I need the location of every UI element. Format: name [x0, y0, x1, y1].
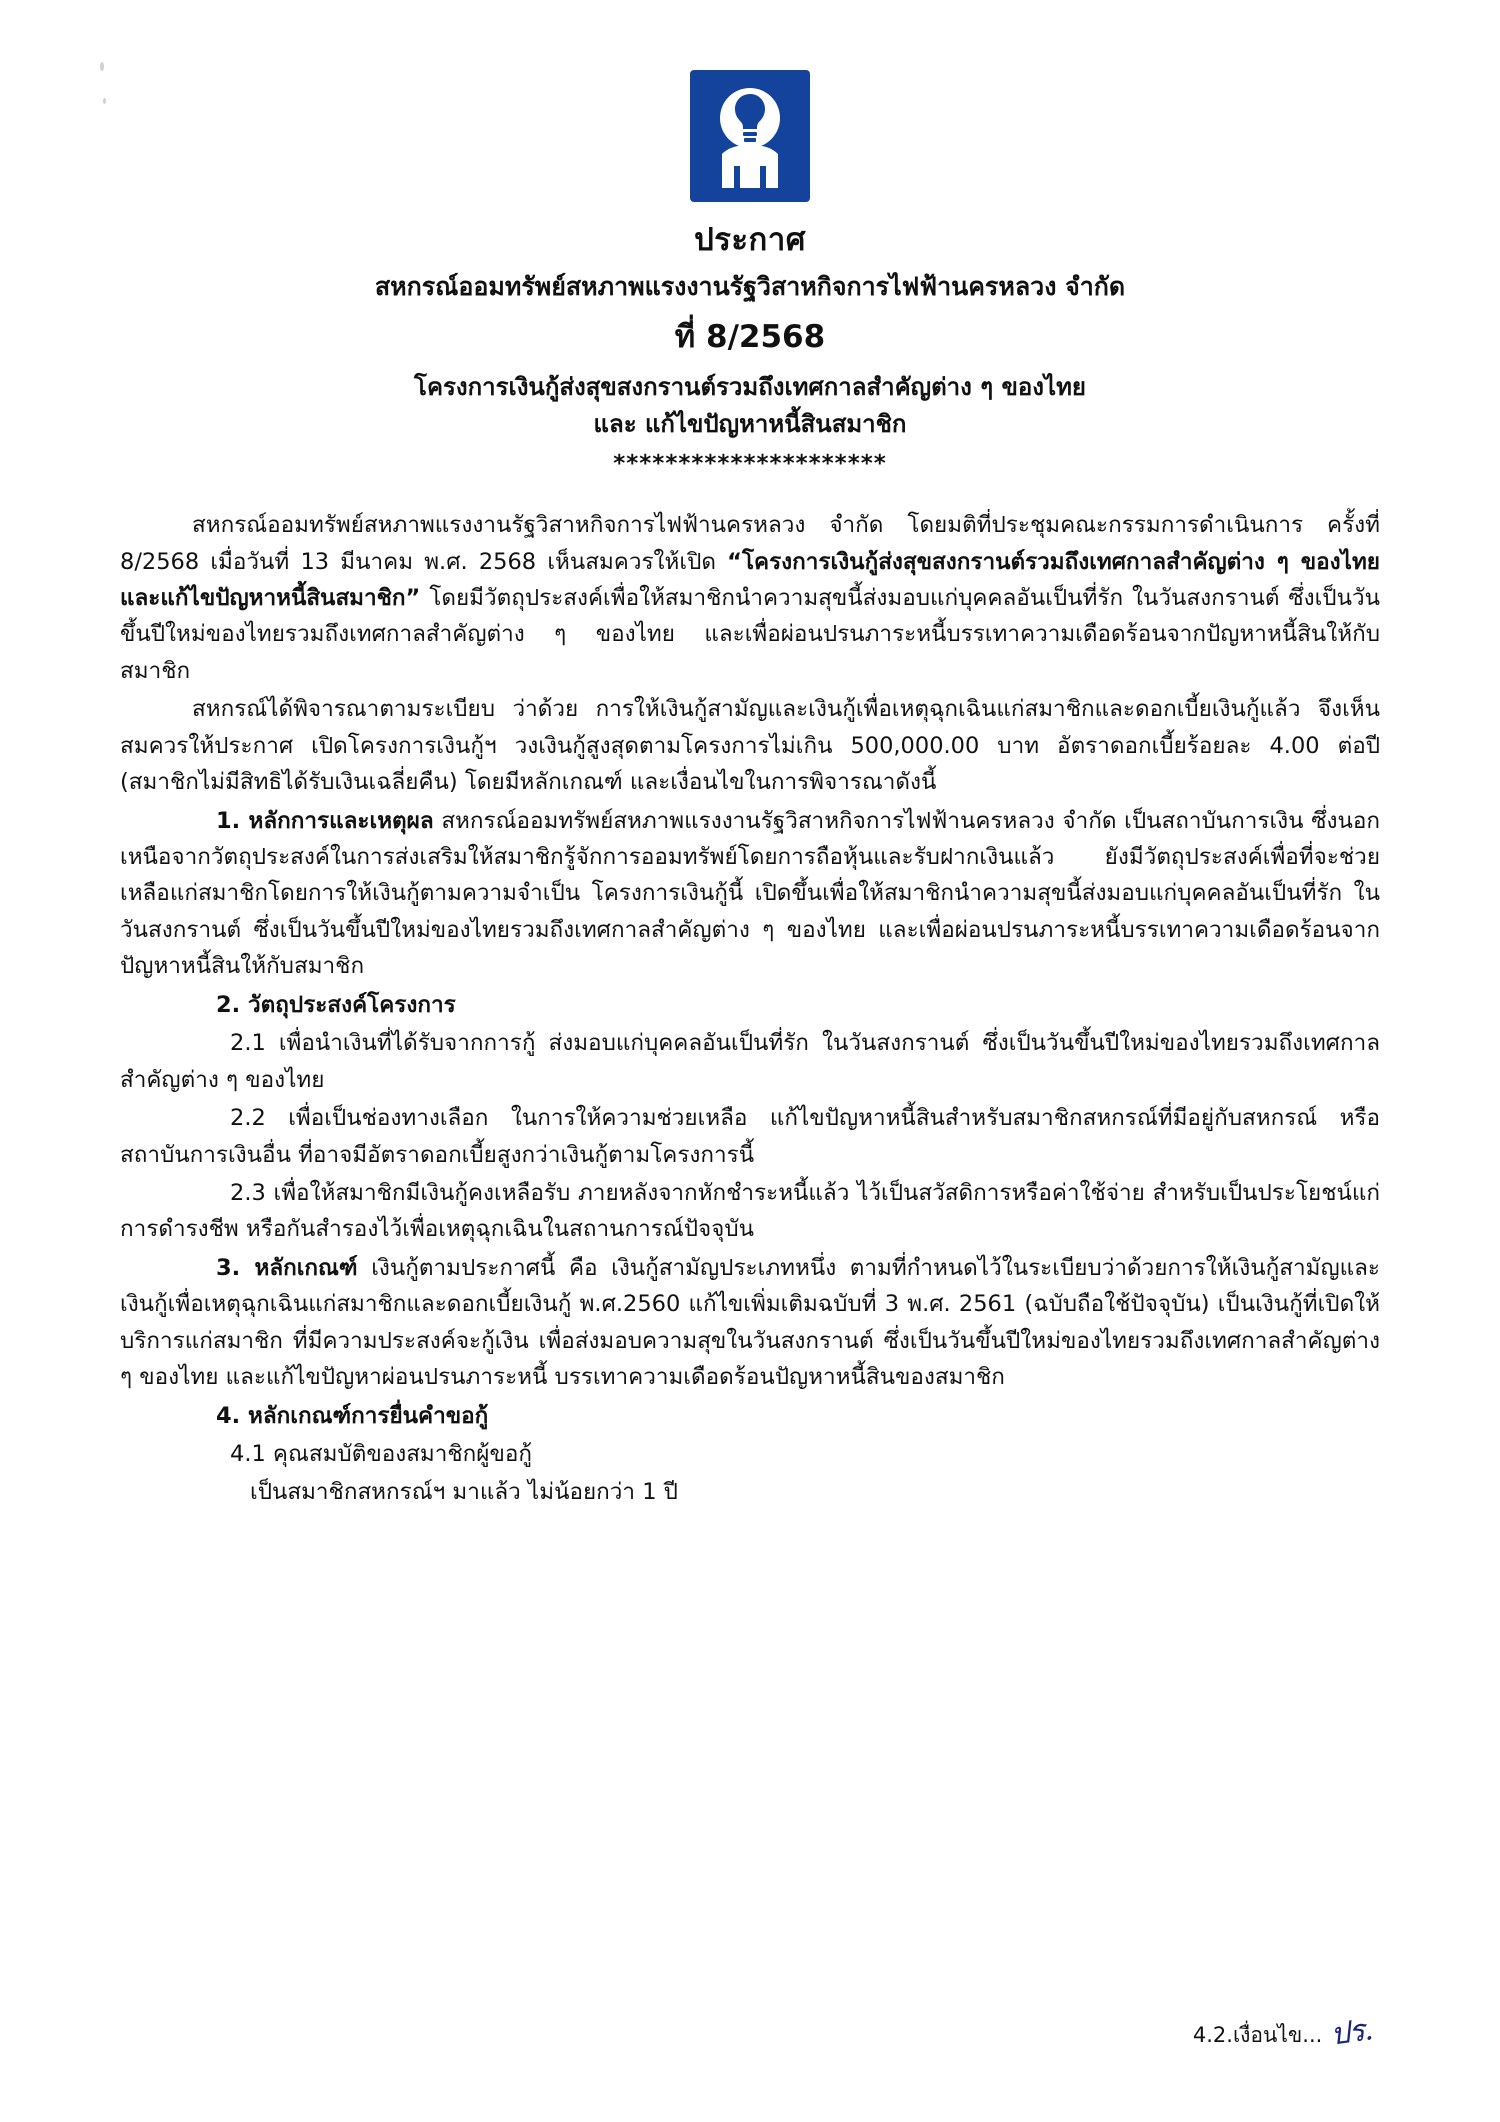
section-1 — [120, 803, 1380, 985]
section-4-item-1: 4.1 คุณสมบัติของสมาชิกผู้ขอกู้ — [230, 1441, 532, 1467]
scan-speck — [103, 98, 106, 104]
section-4-heading: 4. หลักเกณฑ์การยื่นคำขอกู้ — [216, 1402, 489, 1429]
subtitle-line-2: และ แก้ไขปัญหาหนี้สินสมาชิก — [593, 409, 907, 438]
divider-stars: ********************* — [613, 450, 887, 477]
section-1-body: สหกรณ์ออมทรัพย์สหภาพแรงงานรัฐวิสาหกิจการไฟฟ้านครหลวง จำกัด เป็นสถาบันการเงิน ซึ่งนอกเหนือจากวัตถุประสงค์ในการส่งเสริมให้สมาชิกรู้จักการออมทรัพย์โดยการถือหุ้นและรับฝากเงินแล้ว ยังมีวัตถุประสงค์เพื่อที่จะช่วยเหลือแก่สมาชิกโดยการให้เงินกู้ตามความจำเป็น โครงการเงินกู้นี้ เปิดขึ้นเพื่อให้สมาชิกนำความสุขนี้ส่งมอบแก่บุคคลอันเป็นที่รัก ในวันสงกรานต์ ซึ่งเป็นวันขึ้นปีใหม่ของไทยรวมถึงเทศกาลสำคัญต่าง ๆ ของไทย และเพื่อผ่อนปรนภาระหนี้บรรเทาความเดือดร้อนจากปัญหาหนี้สินให้กับสมาชิก — [120, 807, 1381, 980]
scan-speck — [100, 62, 104, 71]
signature-initials: ปร. — [1328, 2012, 1375, 2053]
organization-name: สหกรณ์ออมทรัพย์สหภาพแรงงานรัฐวิสาหกิจการไฟฟ้านครหลวง จำกัด — [374, 271, 1126, 301]
continue-note: 4.2.เงื่อนไข... — [1192, 2023, 1323, 2047]
section-1-heading: 1. หลักการและเหตุผล — [216, 807, 434, 834]
section-2-heading-row — [120, 987, 1380, 1023]
page-footer — [1192, 2005, 1375, 2053]
section-3 — [120, 1250, 1380, 1396]
section-3-body: เงินกู้ตามประกาศนี้ คือ เงินกู้สามัญประเภทหนึ่ง ตามที่กำหนดไว้ในระเบียบว่าด้วยการให้เงินกู้สามัญและเงินกู้เพื่อเหตุฉุกเฉินแก่สมาชิกและดอกเบี้ยเงินกู้ พ.ศ.2560 แก้ไขเพิ่มเติมฉบับที่ 3 พ.ศ. 2561 (ฉบับถือใช้ปัจจุบัน) เป็นเงินกู้ที่เปิดให้บริการแก่สมาชิก ที่มีความประสงค์จะกู้เงิน เพื่อส่งมอบความสุขในวันสงกรานต์ ซึ่งเป็นวันขึ้นปีใหม่ของไทยรวมถึงเทศกาลสำคัญต่าง ๆ ของไทย และแก้ไขปัญหาผ่อนปรนภาระหนี้ บรรเทาความเดือดร้อนปัญหาหนี้สินของสมาชิก — [120, 1254, 1380, 1391]
section-2-item-1: 2.1 เพื่อนำเงินที่ได้รับจากการกู้ ส่งมอบแก่บุคคลอันเป็นที่รัก ในวันสงกรานต์ ซึ่งเป็นวันขึ้นปีใหม่ของไทยรวมถึงเทศกาลสำคัญต่าง ๆ ของไทย — [120, 1030, 1380, 1093]
announcement-title: ประกาศ — [694, 222, 806, 258]
section-2-item-2: 2.2 เพื่อเป็นช่องทางเลือก ในการให้ความช่วยเหลือ แก้ไขปัญหาหนี้สินสำหรับสมาชิกสหกรณ์ที่มีอยู่กับสหกรณ์ หรือสถาบันการเงินอื่น ที่อาจมีอัตราดอกเบี้ยสูงกว่าเงินกู้ตามโครงการนี้ — [120, 1105, 1380, 1168]
subtitle-line-1: โครงการเงินกู้ส่งสุขสงกรานต์รวมถึงเทศกาลสำคัญต่าง ๆ ของไทย — [414, 373, 1086, 402]
section-2-heading: 2. วัตถุประสงค์โครงการ — [216, 991, 456, 1018]
document-header — [120, 218, 1380, 481]
section-2-item-3: 2.3 เพื่อให้สมาชิกมีเงินกู้คงเหลือรับ ภายหลังจากหักชำระหนี้แล้ว ไว้เป็นสวัสดิการหรือค่าใช้จ่าย สำหรับเป็นประโยชน์แก่การดำรงชีพ หรือกันสำรองไว้เพื่อเหตุฉุกเฉินในสถานการณ์ปัจจุบัน — [120, 1179, 1380, 1243]
paragraph-intro — [120, 507, 1380, 689]
document-body — [120, 507, 1380, 1511]
section-3-heading: 3. หลักเกณฑ์ — [216, 1254, 358, 1281]
electric-authority-emblem-icon — [690, 70, 810, 202]
logo-container — [120, 70, 1380, 202]
section-4-item-1-body: เป็นสมาชิกสหกรณ์ฯ มาแล้ว ไม่น้อยกว่า 1 ปี — [250, 1479, 678, 1506]
project-name-bold: “โครงการเงินกู้ส่งสุขสงกรานต์รวมถึงเทศกาลสำคัญต่าง ๆ ของไทย และแก้ไขปัญหาหนี้สินสมาชิก” — [120, 548, 1380, 611]
paragraph-regulations: สหกรณ์ได้พิจารณาตามระเบียบ ว่าด้วย การให้เงินกู้สามัญและเงินกู้เพื่อเหตุฉุกเฉินแก่สมาชิกและดอกเบี้ยเงินกู้แล้ว จึงเห็นสมควรให้ประกาศ เปิดโครงการเงินกู้ฯ วงเงินกู้สูงสุดตามโครงการไม่เกิน 500,000.00 บาท อัตราดอกเบี้ยร้อยละ 4.00 ต่อปี (สมาชิกไม่มีสิทธิได้รับเงินเฉลี่ยคืน) โดยมีหลักเกณฑ์ และเงื่อนไขในการพิจารณาดังนี้ — [120, 696, 1380, 796]
paragraph-intro-part-a: สหกรณ์ออมทรัพย์สหภาพแรงงานรัฐวิสาหกิจการไฟฟ้านครหลวง จำกัด โดยมติที่ประชุมคณะกรรมการดำเนินการ ครั้งที่ 8/2568 เมื่อวันที่ 13 มีนาคม พ.ศ. 2568 เห็นสมควรให้เปิด — [120, 512, 1380, 575]
paragraph-intro-part-b: โดยมีวัตถุประสงค์เพื่อให้สมาชิกนำความสุขนี้ส่งมอบแก่บุคคลอันเป็นที่รัก ในวันสงกรานต์ ซึ่งเป็นวันขึ้นปีใหม่ของไทยรวมถึงเทศกาลสำคัญต่าง ๆ ของไทย และเพื่อผ่อนปรนภาระหนี้บรรเทาความเดือดร้อนจากปัญหาหนี้สินให้กับสมาชิก — [120, 584, 1380, 684]
section-4-heading-row — [120, 1398, 1380, 1434]
announcement-number: ที่ 8/2568 — [674, 319, 826, 356]
